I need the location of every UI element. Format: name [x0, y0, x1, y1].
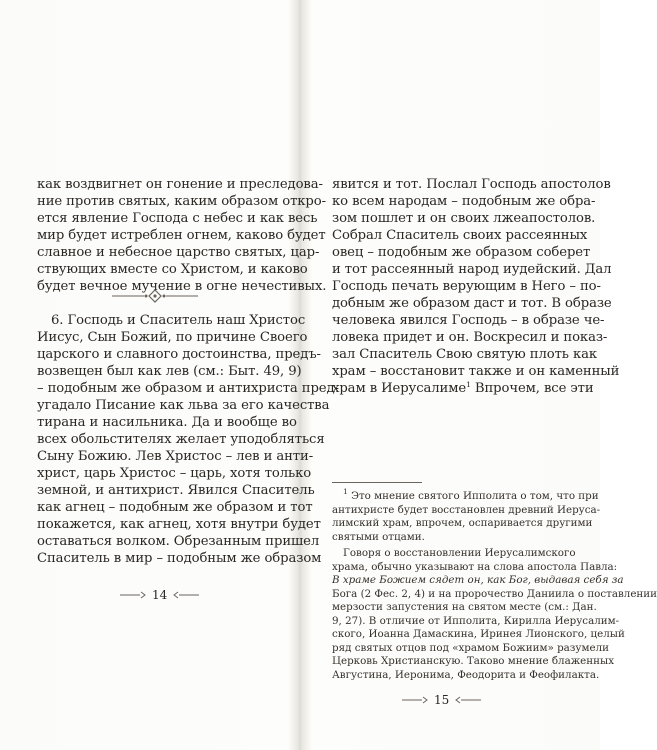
footnote-line: храма, обычно указывают на слова апостола Павла: — [332, 560, 618, 573]
text-line: человека явился Господь – в образе че- — [332, 313, 605, 328]
text-line — [332, 380, 594, 397]
text-line-part: Впрочем, все эти — [474, 381, 594, 396]
footnote-line: Церковь Христианскую. Таково мнение блаженных — [332, 655, 615, 667]
text-line: угадало Писание как льва за его качества — [37, 398, 330, 413]
text-line: возвещен был как лев (см.: Быт. 49, 9) — [37, 364, 302, 379]
text-line: добным же образом даст и тот. В образе — [332, 296, 612, 311]
text-line: овец – подобным же образом соберет — [332, 245, 591, 260]
text-line: – подобным же образом и антихриста пред- — [37, 381, 339, 396]
text-line: Собрал Спаситель своих рассеянных — [332, 228, 588, 243]
footnote-line — [343, 487, 599, 504]
text-line: ется явление Господа с небес и как весь — [37, 211, 318, 226]
text-line: зом пошлет и он своих лжеапостолов. — [332, 211, 596, 226]
text-line: будет вечное мучение в огне нечестивых. — [37, 279, 327, 294]
text-line: храм – восстановит также и он каменный — [332, 364, 620, 379]
text-line: тирана и насильника. Да и вообще во — [37, 415, 297, 430]
footnote-line: 9, 27). В отличие от Ипполита, Кирилла Иерусалим- — [332, 614, 620, 627]
text-line: царского и славного достоинства, предъ- — [37, 347, 321, 362]
footnote-line: лимский храм, впрочем, оспаривается другими — [332, 517, 593, 529]
footnote-line: Августина, Иеронима, Феодорита и Феофилакта. — [332, 668, 600, 681]
text-line: ствующих вместе со Христом, и каково — [37, 262, 308, 277]
page-number — [400, 693, 483, 707]
text-line: Спаситель в мир – подобным же образом — [37, 551, 322, 566]
text-line: земной, и антихрист. Явился Спаситель — [37, 483, 315, 498]
footnote-ref[interactable]: 1 — [466, 380, 471, 389]
text-line: Иисус, Сын Божий, по причине Своего — [37, 330, 308, 345]
text-line: явится и тот. Послал Господь апостолов — [332, 177, 611, 192]
footnote-line: Говоря о восстановлении Иерусалимского — [343, 547, 576, 559]
footnote-marker: 1 — [343, 487, 348, 496]
text-line: ловека придет и он. Воскресил и показ- — [332, 330, 608, 345]
footnote-text: Это мнение святого Ипполита о том, что при — [351, 490, 599, 502]
footnote-line: ского, Иоанна Дамаскина, Иринея Лионского, целый — [332, 628, 625, 640]
text-line: покажется, как агнец, хотя внутри будет — [37, 517, 321, 532]
ornament-divider-icon — [110, 288, 200, 304]
scripture-quote: В храме Божием сядет он, как Бог, выдавая себя за — [332, 574, 624, 586]
footnote-line: ряд святых отцов под «храмом Божиим» разумели — [332, 641, 609, 654]
text-line-part: храм в Иерусалиме — [332, 381, 467, 396]
text-line: Господь печать верующим в Него – по- — [332, 279, 601, 294]
text-line: 6. Господь и Спаситель наш Христос — [51, 313, 306, 328]
text-line: и тот рассеянный народ иудейский. Дал — [332, 262, 612, 277]
footnote-divider — [332, 482, 422, 483]
page-number — [118, 588, 201, 602]
page-number-ornament-icon — [171, 590, 201, 600]
text-line: всех обольстителях желает уподобляться — [37, 432, 325, 447]
footnote-line: Бога (2 Фес. 2, 4) и на пророчество Даниила о поставлении — [332, 587, 657, 600]
page-number-ornament-icon — [400, 695, 430, 705]
page-number-ornament-icon — [118, 590, 148, 600]
footnote-line: антихристе будет восстановлен древний Иеруса- — [332, 503, 601, 516]
text-line: мир будет истреблен огнем, каково будет — [37, 228, 326, 243]
text-line: ние против святых, каким образом откро- — [37, 194, 326, 209]
text-line: оставаться волком. Обрезанным пришел — [37, 534, 320, 549]
text-line: ко всем народам – подобным же обра- — [332, 194, 596, 209]
page-number-label: 15 — [434, 693, 450, 707]
footnote-line: мерзости запустения на святом месте (см.: Дан. — [332, 601, 597, 613]
text-line: славное и небесное царство святых, цар- — [37, 245, 320, 260]
page-number-label: 14 — [152, 588, 168, 602]
right-page — [300, 0, 657, 750]
text-line: зал Спаситель Свою святую плоть как — [332, 347, 597, 362]
text-line: христ, царь Христос – царь, хотя только — [37, 466, 312, 481]
text-line: как воздвигнет он гонение и преследова- — [37, 177, 323, 192]
page-number-ornament-icon — [453, 695, 483, 705]
footnote-line — [332, 574, 624, 588]
text-line: Сыну Божию. Лев Христос – лев и анти- — [37, 449, 314, 464]
footnote-line: святыми отцами. — [332, 530, 425, 543]
text-line: как агнец – подобным же образом и тот — [37, 500, 313, 515]
